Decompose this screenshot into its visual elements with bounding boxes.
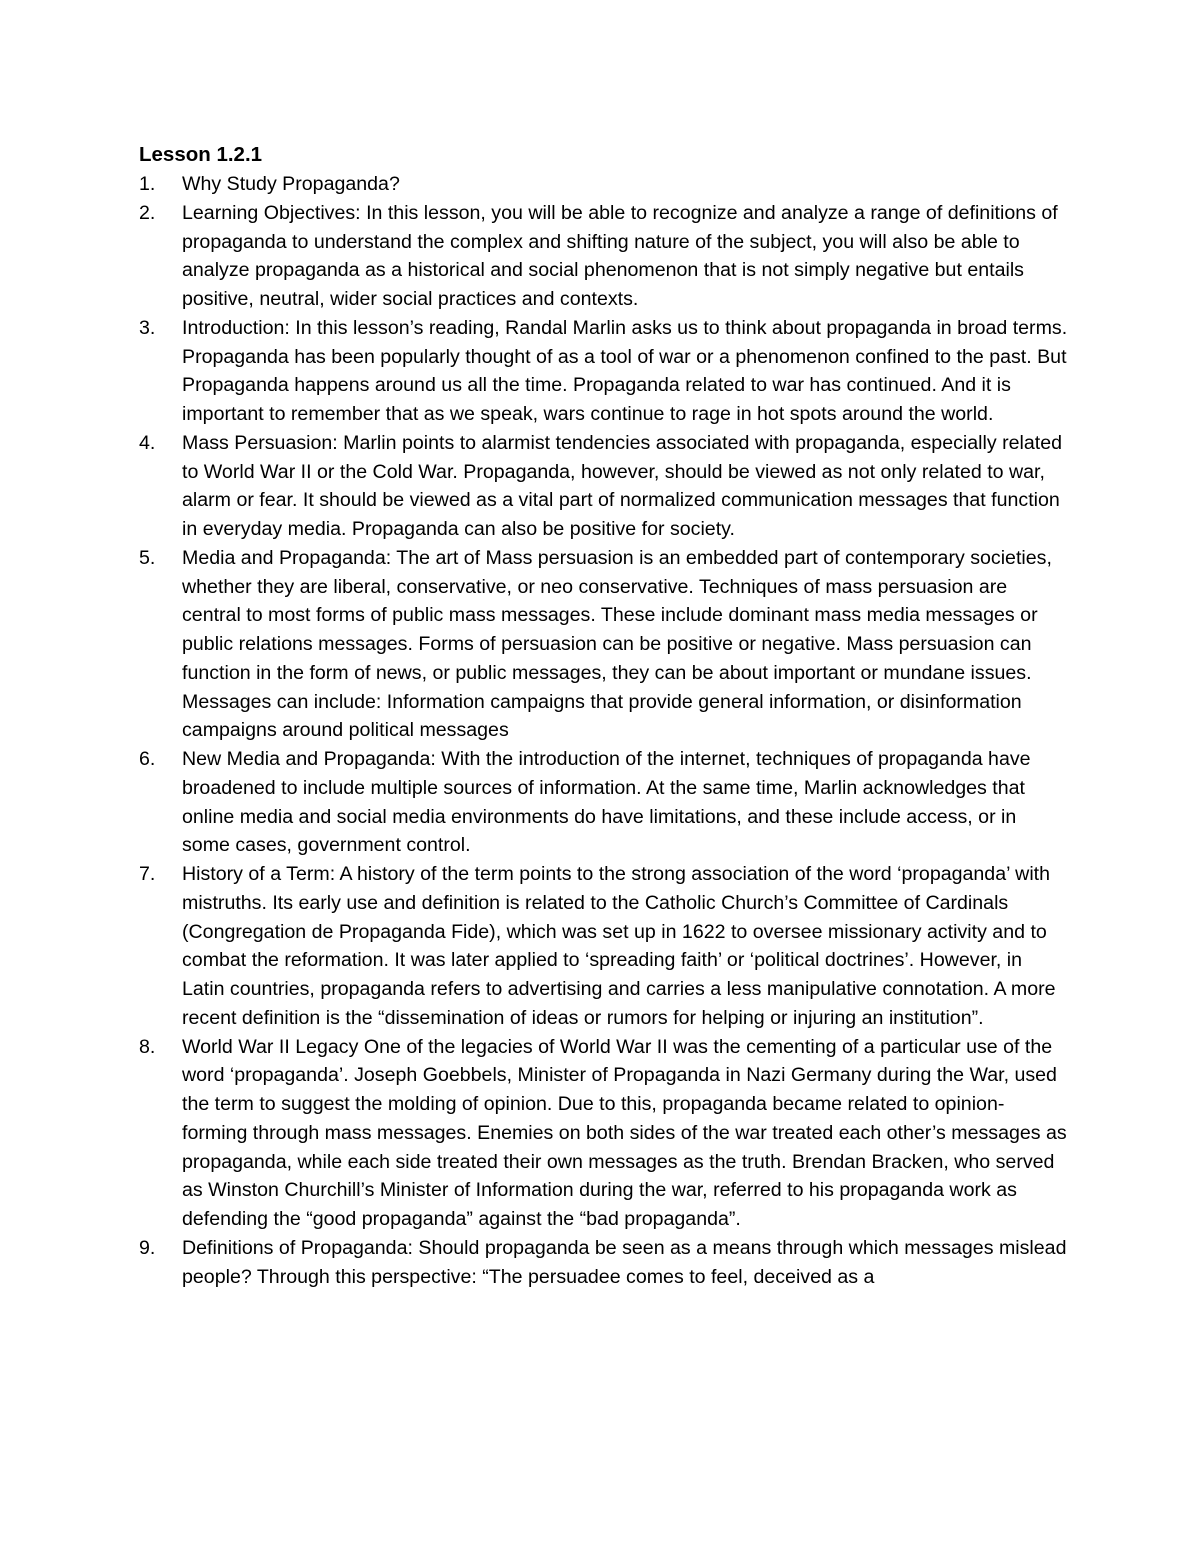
list-item	[139, 429, 1069, 544]
item-number: 3.	[139, 316, 156, 339]
list-item	[139, 199, 1069, 314]
item-text: World War II Legacy One of the legacies of World War II was the cementing of a particular use of the word ‘propaganda’. Joseph Goebbels, Minister of Propaganda in Nazi Germany during the War, used the term to suggest the molding of opinion. Due to this, propaganda became related to opinion-forming through mass messages. Enemies on both sides of the war treated each other’s messages as propaganda, while each side treated their own messages as the truth. Brendan Bracken, who served as Winston Churchill’s Minister of Information during the war, referred to his propaganda work as defending the “good propaganda” against the “bad propaganda”.	[182, 1035, 1067, 1230]
item-number: 6.	[139, 748, 156, 770]
item-number: 9.	[139, 1236, 156, 1259]
list-item	[139, 170, 1069, 199]
item-text: Media and Propaganda: The art of Mass persuasion is an embedded part of contemporary societies, whether they are liberal, conservative, or neo conservative. Techniques of mass persuasion are central to most forms of public mass messages. These include dominant mass media messages or public relations messages. Forms of persuasion can be positive or negative. Mass persuasion can function in the form of news, or public messages, they can be about important or mundane issues. Messages can include: Information campaigns that provide general information, or disinformation campaigns around political messages	[182, 546, 1052, 742]
item-text: Why Study Propaganda?	[182, 173, 400, 195]
document-body	[139, 140, 1069, 1291]
list-item	[139, 1234, 1069, 1292]
item-text: Learning Objectives: In this lesson, you will be able to recognize and analyze a range of definitions of propaganda to understand the complex and shifting nature of the subject, you will also be able to analyze propaganda as a historical and social phenomenon that is not simply negative but entails positive, neutral, wider social practices and contexts.	[182, 201, 1058, 310]
item-number: 8.	[139, 1035, 156, 1058]
item-text: New Media and Propaganda: With the introduction of the internet, techniques of propaganda have broadened to include multiple sources of information. At the same time, Marlin acknowledges that online media and social media environments do have limitations, and these include access, or in some cases, government control.	[182, 748, 1031, 857]
numbered-list	[139, 170, 1069, 1291]
lesson-title: Lesson 1.2.1	[139, 143, 263, 166]
list-item	[139, 1033, 1069, 1234]
item-text: Introduction: In this lesson’s reading, Randal Marlin asks us to think about propaganda in broad terms. Propaganda has been popularly thought of as a tool of war or a phenomenon confined to the past. But Propaganda happens around us all the time. Propaganda related to war has continued. And it is important to remember that as we speak, wars continue to rage in hot spots around the world.	[182, 316, 1068, 425]
item-number: 2.	[139, 201, 156, 224]
list-item	[139, 860, 1069, 1033]
item-text: Definitions of Propaganda: Should propaganda be seen as a means through which messages mislead people? Through this perspective: “The persuadee comes to feel, deceived as a	[182, 1236, 1067, 1288]
list-item	[139, 314, 1069, 429]
list-item	[139, 544, 1069, 745]
item-number: 5.	[139, 546, 156, 569]
list-item	[139, 745, 1069, 860]
item-number: 1.	[139, 173, 156, 195]
item-number: 4.	[139, 431, 156, 454]
item-number: 7.	[139, 863, 156, 885]
item-text: Mass Persuasion: Marlin points to alarmist tendencies associated with propaganda, especially related to World War II or the Cold War. Propaganda, however, should be viewed as not only related to war, alarm or fear. It should be viewed as a vital part of normalized communication messages that function in everyday media. Propaganda can also be positive for society.	[182, 431, 1063, 540]
item-text: History of a Term: A history of the term points to the strong association of the word ‘propaganda’ with mistruths. Its early use and definition is related to the Catholic Church’s Committee of Cardinals (Congregation de Propaganda Fide), which was set up in 1622 to oversee missionary activity and to combat the reformation. It was later applied to ‘spreading faith’ or ‘political doctrines’. However, in Latin countries, propaganda refers to advertising and carries a less manipulative connotation. A more recent definition is the “dissemination of ideas or rumors for helping or injuring an institution”.	[182, 863, 1056, 1029]
